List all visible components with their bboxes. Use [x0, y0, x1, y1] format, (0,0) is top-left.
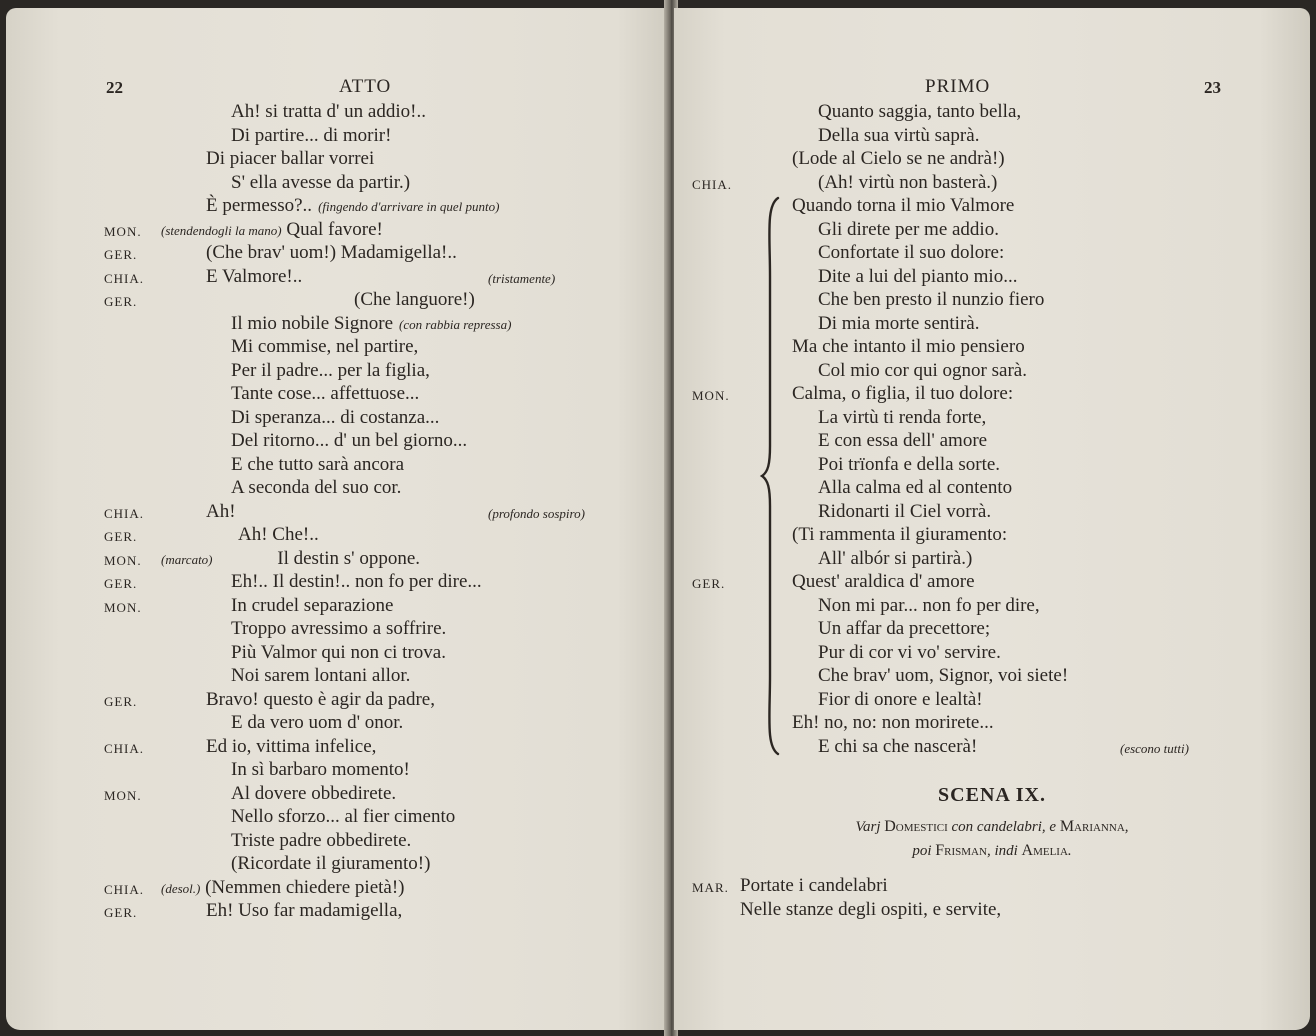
cast-line	[674, 842, 1310, 860]
verse-text: Confortate il suo dolore:	[818, 242, 1005, 263]
verse-text: Della sua virtù saprà.	[818, 124, 980, 146]
verse-text: Il destin s' oppone.	[277, 547, 421, 569]
verse-text: (Che languore!)	[354, 289, 475, 310]
character-name: Frisman	[935, 842, 987, 859]
stage-direction: (tristamente)	[488, 270, 556, 286]
stage-direction: (fingendo d'arrivare in quel punto)	[318, 199, 500, 214]
speaker-label: GER.	[104, 905, 138, 920]
verse-text: Gli direte per me addio.	[818, 218, 999, 240]
verse-text: Portate i candelabri	[740, 875, 888, 896]
verse-text: Al dovere obbedirete.	[231, 782, 397, 804]
cast-connector: ,	[1124, 819, 1129, 835]
page-number: 23	[1204, 78, 1221, 97]
speaker-label: CHIA.	[104, 740, 145, 756]
character-name: Amelia	[1021, 842, 1068, 859]
verse-text: Calma, o figlia, il tuo dolore:	[792, 383, 1014, 404]
verse-text: Ma che intanto il mio pensiero	[792, 336, 1025, 357]
left-page	[6, 8, 670, 1030]
speaker-label: MON.	[104, 223, 142, 239]
speaker-label: CHIA.	[104, 270, 145, 286]
verse-text: (Lode al Cielo se ne andrà!)	[792, 148, 1005, 169]
cast-connector: , indi	[986, 843, 1022, 859]
verse-text: In sì barbaro momento!	[231, 759, 410, 780]
verse-text: S' ella avesse da partir.)	[231, 171, 411, 193]
running-head: PRIMO	[925, 76, 991, 97]
verse-text: Col mio cor qui ognor sarà.	[818, 359, 1027, 381]
verse-text: Che brav' uom, Signor, voi siete!	[818, 665, 1069, 686]
stage-direction: (marcato)	[161, 551, 213, 567]
verse-text: E Valmore!..	[206, 265, 303, 287]
verse-text: Nelle stanze degli ospiti, e servite,	[740, 899, 1002, 920]
verse-text: (Che brav' uom!) Madamigella!..	[206, 242, 457, 263]
stage-direction: (desol.)	[161, 880, 201, 896]
verse-text: All' albór si partirà.)	[818, 547, 973, 569]
verse-text: (Ricordate il giuramento!)	[231, 853, 431, 874]
verse-text: Un affar da precettore;	[818, 618, 991, 639]
verse-text: Di speranza... di costanza...	[231, 406, 440, 428]
speaker-label: GER.	[104, 529, 138, 544]
verse-text: Più Valmor qui non ci trova.	[231, 641, 446, 663]
verse-text: Qual favore!	[286, 218, 383, 240]
verse-text: Ah! si tratta d' un addio!..	[231, 101, 426, 122]
speaker-label: MON.	[104, 787, 142, 803]
verse-text: Quanto saggia, tanto bella,	[818, 101, 1022, 122]
speaker-label: CHIA.	[104, 505, 145, 521]
verse-text: E che tutto sarà ancora	[231, 453, 405, 475]
right-page	[674, 8, 1310, 1030]
verse-text: Pur di cor vi vo' servire.	[818, 641, 1001, 663]
verse-text: Di piacer ballar vorrei	[206, 148, 375, 169]
cast-connector: con candelabri, e	[947, 819, 1060, 835]
verse-text: In crudel separazione	[231, 594, 394, 616]
speaker-label: CHIA.	[104, 881, 145, 897]
verse-text: È permesso?..	[206, 195, 313, 216]
verse-text: Poi trïonfa e della sorte.	[818, 453, 1001, 475]
verse-text: Quando torna il mio Valmore	[792, 195, 1015, 216]
verse-text: Tante cose... affettuose...	[231, 383, 420, 404]
scene-title: SCENA IX.	[938, 784, 1046, 806]
verse-text: Per il padre... per la figlia,	[231, 359, 430, 381]
stage-direction: (stendendogli la mano)	[161, 222, 282, 238]
verse-text: Fior di onore e lealtà!	[818, 688, 983, 710]
verse-text: (Nemmen chiedere pietà!)	[205, 876, 405, 898]
verse-text: Ridonarti il Ciel vorrà.	[818, 500, 992, 522]
verse-text: Dite a lui del pianto mio...	[818, 265, 1018, 287]
verse-text: Noi sarem lontani allor.	[231, 665, 411, 686]
verse-text: E da vero uom d' onor.	[231, 712, 404, 733]
stage-direction: (con rabbia repressa)	[399, 316, 512, 332]
verse-text: Mi commise, nel partire,	[231, 336, 419, 357]
verse-text: Ed io, vittima infelice,	[206, 735, 377, 757]
speaker-label: CHIA.	[692, 176, 733, 192]
speaker-label: GER.	[692, 576, 726, 591]
cast-connector: poi	[912, 843, 936, 859]
speaker-label: GER.	[104, 247, 138, 262]
verse-text: Ah!	[206, 500, 236, 522]
verse-text: Di mia morte sentirà.	[818, 312, 980, 334]
ensemble-brace	[758, 196, 782, 756]
character-name: Domestici	[884, 818, 948, 835]
verse-text: Non mi par... non fo per dire,	[818, 594, 1040, 616]
verse-text: Che ben presto il nunzio fiero	[818, 289, 1045, 310]
speaker-label: MON.	[692, 388, 730, 403]
speaker-label: MAR.	[692, 880, 729, 895]
running-head: ATTO	[339, 76, 392, 97]
cast-connector: .	[1067, 843, 1072, 859]
verse-text: Alla calma ed al contento	[818, 477, 1013, 498]
stage-direction: (profondo sospiro)	[488, 505, 585, 521]
cast-line	[674, 818, 1310, 836]
verse-text: Eh!.. Il destin!.. non fo per dire...	[231, 571, 482, 592]
speaker-label: GER.	[104, 693, 138, 709]
verse-text: Eh! Uso far madamigella,	[206, 900, 403, 921]
verse-text: E chi sa che nascerà!	[818, 735, 978, 757]
verse-text: (Ah! virtù non basterà.)	[818, 171, 998, 193]
verse-text: Di partire... di morir!	[231, 124, 392, 146]
verse-text: Il mio nobile Signore	[231, 312, 394, 334]
verse-text: Bravo! questo è agir da padre,	[206, 688, 435, 710]
verse-text: Nello sforzo... al fier cimento	[231, 806, 456, 827]
verse-text: (Ti rammenta il giuramento:	[792, 524, 1008, 545]
verse-text: E con essa dell' amore	[818, 430, 988, 451]
verse-text: Triste padre obbedirete.	[231, 829, 412, 851]
speaker-label: GER.	[104, 576, 138, 591]
verse-text: Quest' araldica d' amore	[792, 571, 975, 592]
speaker-label: MON.	[104, 552, 142, 568]
verse-text: Eh! no, no: non morirete...	[792, 712, 994, 733]
speaker-label: MON.	[104, 599, 142, 615]
verse-text: La virtù ti renda forte,	[818, 406, 987, 428]
verse-text: Troppo avressimo a soffrire.	[231, 618, 447, 639]
verse-text: Del ritorno... d' un bel giorno...	[231, 430, 468, 451]
speaker-label: GER.	[104, 294, 138, 309]
character-name: Marianna	[1059, 818, 1125, 835]
stage-direction: (escono tutti)	[1120, 740, 1189, 756]
page-number: 22	[106, 78, 123, 97]
verse-text: A seconda del suo cor.	[231, 477, 402, 498]
cast-connector: Varj	[855, 819, 885, 835]
verse-text: Ah! Che!..	[238, 524, 319, 545]
